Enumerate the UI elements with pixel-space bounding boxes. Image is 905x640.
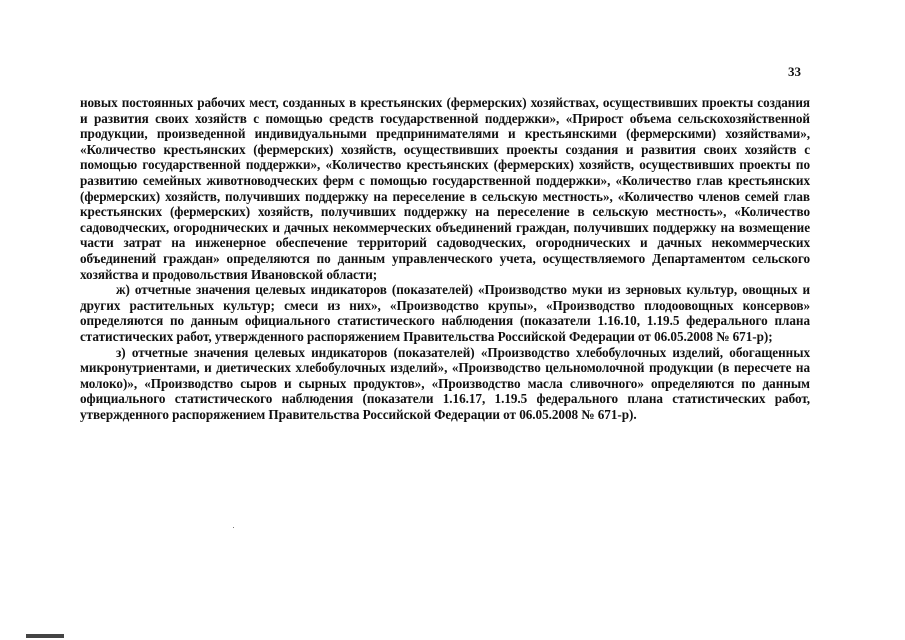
scan-speck (233, 527, 234, 528)
scan-edge-mark (26, 634, 64, 638)
document-body (80, 95, 810, 422)
paragraph-continuation: новых постоянных рабочих мест, созданных в крестьянских (фермерских) хозяйствах, осуществивших проекты создания и развития своих хозяйств с помощью средств государственной поддержки», «Прирост объема сельскохозяйственной продукции, произведенной индивидуальными предпринимателями и крестьянскими (фермерскими) хозяйствами», «Количество крестьянских (фермерских) хозяйств, осуществивших проекты создания и развития своих хозяйств с помощью государственной поддержки», «Количество крестьянских (фермерских) хозяйств, осуществивших проекты по развитию семейных животноводческих ферм с помощью государственной поддержки», «Количество глав крестьянских (фермерских) хозяйств, получивших поддержку на переселение в сельскую местность», «Количество членов семей глав крестьянских (фермерских) хозяйств, получивших поддержку на переселение в сельскую местность», «Количество садоводческих, огороднических и дачных некоммерческих объединений граждан, получивших поддержку на возмещение части затрат на инженерное обеспечение территорий садоводческих, огороднических и дачных некоммерческих объединений граждан» определяются по данным управленческого учета, осуществляемого Департаментом сельского хозяйства и продовольствия Ивановской области; (80, 95, 810, 282)
paragraph-item-z: з) отчетные значения целевых индикаторов (показателей) «Производство хлебобулочных изделий, обогащенных микронутриентами, и диетических хлебобулочных изделий», «Производство цельномолочной продукции (в пересчете на молоко)», «Производство сыров и сырных продуктов», «Производство масла сливочного» определяются по данным официального статистического наблюдения (показатели 1.16.17, 1.19.5 федерального плана статистических работ, утвержденного распоряжением Правительства Российской Федерации от 06.05.2008 № 671-р). (80, 344, 810, 422)
page-number: 33 (788, 64, 801, 79)
paragraph-item-zh: ж) отчетные значения целевых индикаторов (показателей) «Производство муки из зерновых культур, овощных и других растительных культур; смеси из них», «Производство крупы», «Производство плодоовощных консервов» определяются по данным официального статистического наблюдения (показатели 1.16.10, 1.19.5 федерального плана статистических работ, утвержденного распоряжением Правительства Российской Федерации от 06.05.2008 № 671-р); (80, 282, 810, 344)
